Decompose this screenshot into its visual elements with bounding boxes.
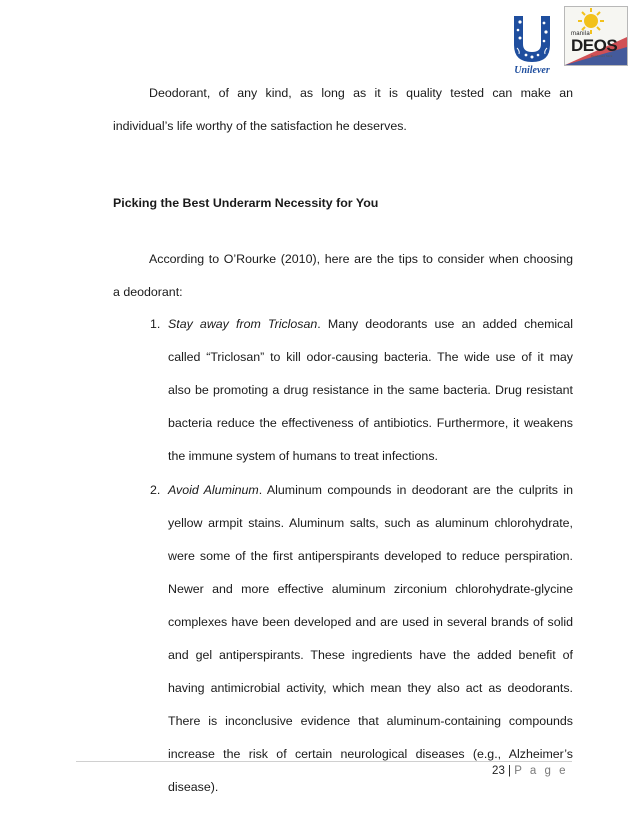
list-item-line: There is inconclusive evidence that aluminum-containing compounds (168, 714, 573, 728)
list-item-line: and gel antiperspirants. These ingredients have the added benefit of (168, 648, 573, 662)
list-item-title: Stay away from Triclosan (168, 317, 318, 331)
list-item-line: disease). (168, 780, 219, 794)
list-item-line: bacteria reduce the effectiveness of antibiotics. Furthermore, it weakens (168, 416, 573, 430)
deos-tagline: Deodorant Stick (591, 54, 613, 58)
list-item-aluminum (150, 474, 573, 804)
header-logos (508, 6, 628, 80)
unilever-wordmark: Unilever (514, 65, 550, 76)
intro-line-1: Deodorant, of any kind, as long as it is quality tested can make an (149, 86, 573, 100)
list-item-line: Newer and more effective aluminum zirconium chlorohydrate-glycine (168, 582, 573, 596)
list-item-line: complexes have been developed and are used in several brands of solid (168, 615, 573, 629)
list-item-first-line (150, 474, 573, 507)
page-word: P a g e (514, 765, 568, 777)
list-item-line: called “Triclosan” to kill odor-causing bacteria. The wide use of it may (168, 350, 573, 364)
footer-divider (76, 761, 572, 762)
list-item-first-line (150, 308, 573, 341)
list-item-line: increase the risk of certain neurological diseases (e.g., Alzheimer’s (168, 747, 573, 761)
unilever-u-icon (510, 14, 554, 66)
deos-logo (564, 6, 628, 66)
unilever-logo (508, 14, 556, 80)
list-item-line: yellow armpit stains. Aluminum salts, such as aluminum chlorohydrate, (168, 516, 573, 530)
list-number: 1. (150, 317, 161, 331)
footer-separator: | (508, 765, 512, 777)
deos-small-text: manila (571, 31, 590, 37)
list-item-title: Avoid Aluminum (168, 483, 259, 497)
list-item-triclosan (150, 308, 573, 473)
list-item-first-rest: . Many deodorants use an added chemical (317, 317, 573, 331)
tips-intro-line-1: According to O’Rourke (2010), here are the tips to consider when choosing (149, 252, 573, 266)
deos-wordmark: DEOS (571, 36, 618, 55)
list-item-line: the immune system of humans to treat infections. (168, 449, 438, 463)
list-number: 2. (150, 483, 161, 497)
list-item-line: were some of the first antiperspirants developed to reduce perspiration. (168, 549, 573, 563)
page-footer (492, 765, 568, 777)
tips-intro-line-2: a deodorant: (113, 285, 183, 299)
list-item-line: also be promoting a drug resistance in the same bacteria. Drug resistant (168, 383, 573, 397)
intro-line-2: individual’s life worthy of the satisfaction he deserves. (113, 119, 407, 133)
list-item-first-rest: . Aluminum compounds in deodorant are the culprits in (258, 483, 574, 497)
list-item-line: having antimicrobial activity, which mean they also act as deodorants. (168, 681, 573, 695)
page-number: 23 (492, 765, 505, 777)
section-heading: Picking the Best Underarm Necessity for You (113, 196, 379, 210)
